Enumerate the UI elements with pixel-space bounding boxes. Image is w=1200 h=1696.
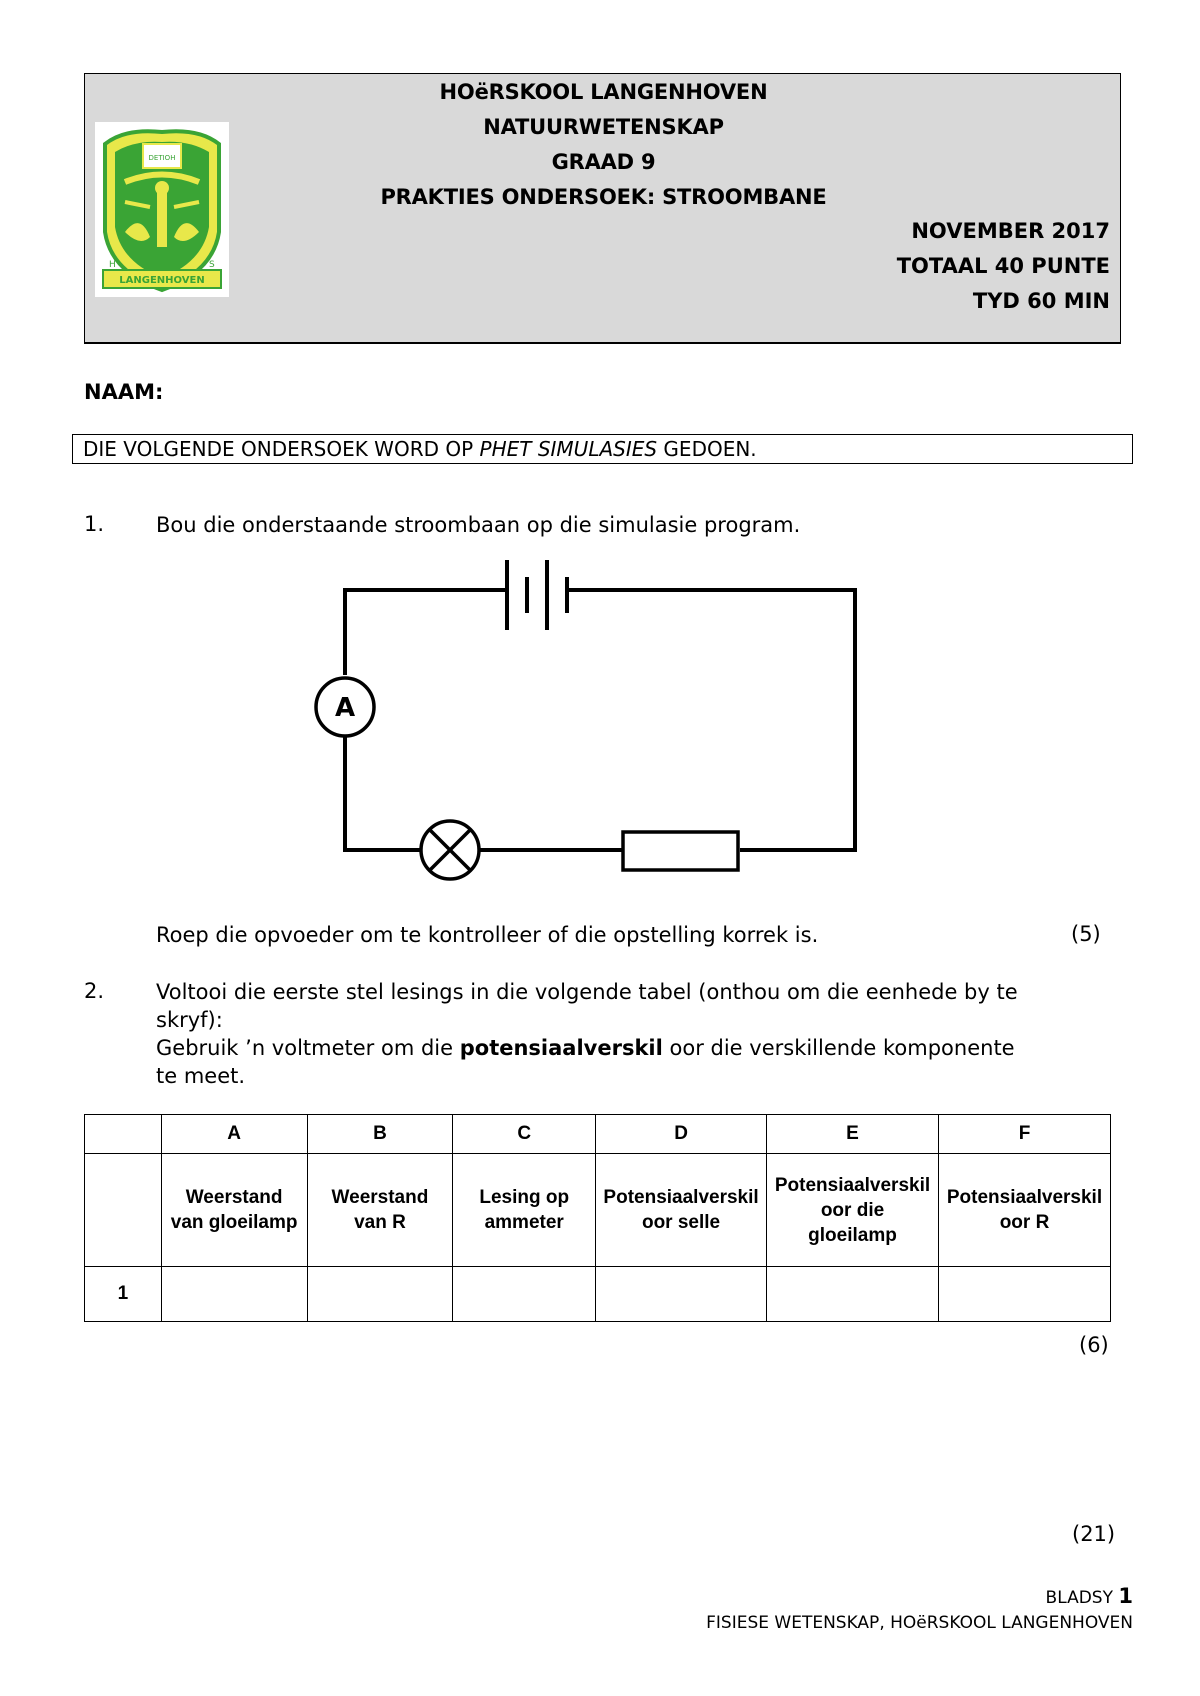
readings-table (84, 1114, 1111, 1322)
column-letter: F (938, 1115, 1110, 1154)
question-1-marks: (5) (1071, 922, 1101, 946)
column-heading-b: Weerstand van R (307, 1154, 453, 1267)
reading-cell[interactable] (161, 1267, 307, 1322)
subject-name: NATUURWETENSKAP (483, 115, 724, 139)
column-heading-a: Weerstand van gloeilamp (161, 1154, 307, 1267)
question-2-marks: (6) (1079, 1333, 1109, 1357)
page-total-marks: (21) (1072, 1522, 1116, 1546)
question-2-number: 2. (84, 979, 105, 1003)
question-2-text (156, 978, 1018, 1090)
column-heading-f: Potensiaalverskil oor R (938, 1154, 1110, 1267)
wire-left-lower (345, 737, 420, 850)
question-1-check-text: Roep die opvoeder om te kontrolleer of die opstelling korrek is. (156, 923, 819, 947)
exam-header (84, 73, 1121, 344)
reading-cell[interactable] (938, 1267, 1110, 1322)
exam-duration: TYD 60 MIN (972, 289, 1110, 313)
table-heading-row (85, 1154, 1111, 1267)
name-label: NAAM: (84, 380, 164, 404)
exam-date: NOVEMBER 2017 (911, 219, 1110, 243)
crest-banner-text: LANGENHOVEN (119, 275, 205, 286)
reading-cell[interactable] (453, 1267, 596, 1322)
question-1-number: 1. (84, 512, 105, 536)
column-letter: C (453, 1115, 596, 1154)
grade-label: GRAAD 9 (551, 150, 656, 174)
column-heading-c: Lesing op ammeter (453, 1154, 596, 1267)
instructions-notice (72, 434, 1133, 464)
column-letter: A (161, 1115, 307, 1154)
wire-top-left (345, 590, 505, 675)
table-row (85, 1267, 1111, 1322)
column-letter: E (767, 1115, 939, 1154)
row-label: 1 (85, 1267, 162, 1322)
crest-letter-s: S (209, 260, 215, 270)
wire-top-right (568, 590, 855, 850)
column-letter: D (596, 1115, 767, 1154)
circuit-diagram (300, 550, 880, 900)
footer-title: FISIESE WETENSKAP, HOëRSKOOL LANGENHOVEN (706, 1613, 1133, 1633)
question-2-line-1: Voltooi die eerste stel lesings in die volgende tabel (onthou om die eenhede by te (156, 980, 1018, 1004)
resistor-symbol (623, 832, 738, 870)
notice-text-end: GEDOEN. (657, 437, 757, 461)
potential-difference-term: potensiaalverskil (459, 1036, 663, 1060)
crest-book-text: DETIOH (148, 154, 176, 162)
table-corner-cell (85, 1115, 162, 1154)
column-heading-d: Potensiaalverskil oor selle (596, 1154, 767, 1267)
school-crest-logo (95, 122, 229, 297)
school-name: HOëRSKOOL LANGENHOVEN (439, 80, 768, 104)
page-number: BLADSY 1 (1045, 1584, 1133, 1608)
question-2-line-3: Gebruik ’n voltmeter om die potensiaalverskil oor die verskillende komponente (156, 1036, 1015, 1060)
reading-cell[interactable] (596, 1267, 767, 1322)
task-title: PRAKTIES ONDERSOEK: STROOMBANE (380, 185, 827, 209)
reading-cell[interactable] (307, 1267, 453, 1322)
question-1-text: Bou die onderstaande stroombaan op die simulasie program. (156, 513, 801, 537)
column-heading-e: Potensiaalverskil oor die gloeilamp (767, 1154, 939, 1267)
ammeter-label: A (334, 693, 356, 723)
table-letter-row (85, 1115, 1111, 1154)
crest-letter-h: H (109, 260, 116, 270)
table-blank-cell (85, 1154, 162, 1267)
question-2-line-4: te meet. (156, 1064, 246, 1088)
notice-italic: PHET SIMULASIES (479, 437, 658, 461)
column-letter: B (307, 1115, 453, 1154)
reading-cell[interactable] (767, 1267, 939, 1322)
total-marks: TOTAAL 40 PUNTE (896, 254, 1110, 278)
notice-text: DIE VOLGENDE ONDERSOEK WORD OP (83, 437, 480, 461)
question-2-line-2: skryf): (156, 1008, 223, 1032)
